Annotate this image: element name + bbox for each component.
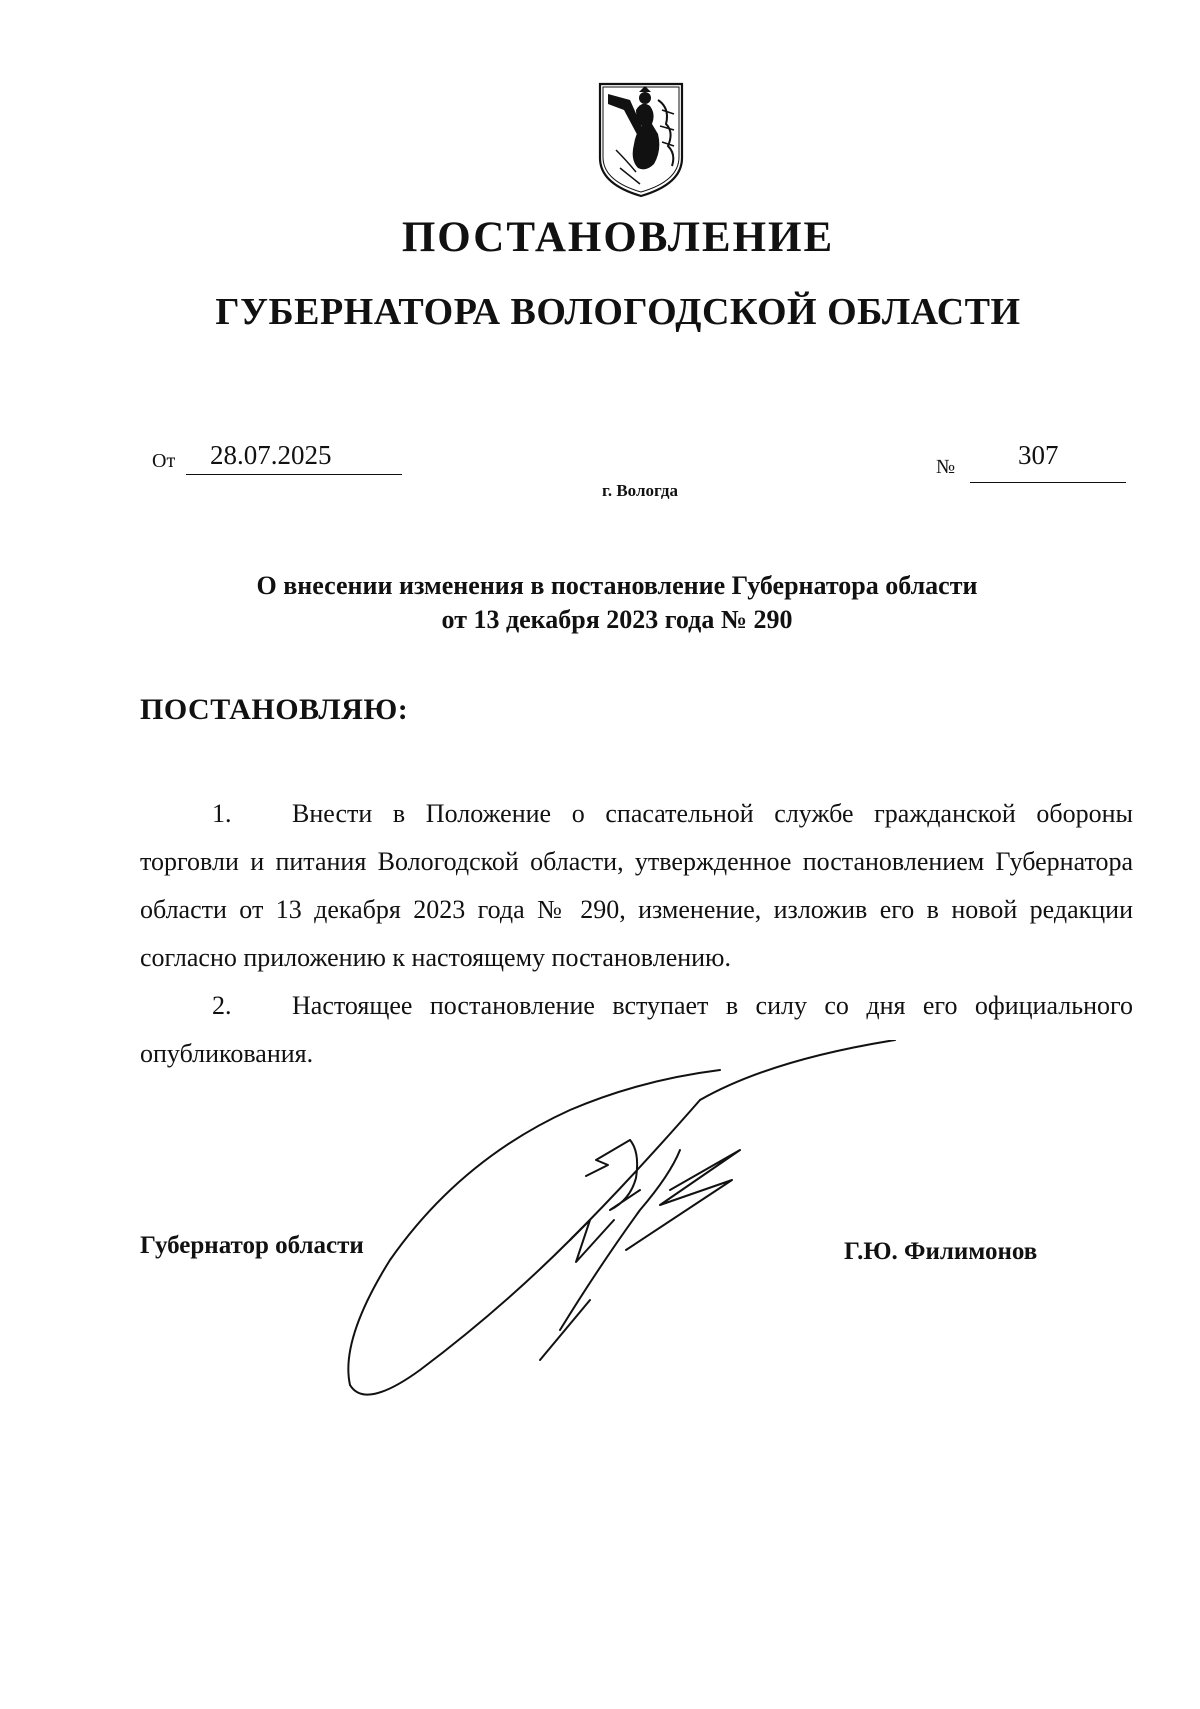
subject-line-1: О внесении изменения в постановление Губернатора области [256, 571, 978, 600]
document-title: ПОСТАНОВЛЕНИЕ [401, 214, 835, 261]
number-value: 307 [1018, 440, 1059, 470]
item-number: 2. [212, 991, 232, 1020]
subject-line-2: от 13 декабря 2023 года № 290 [441, 605, 793, 634]
decree-heading: ПОСТАНОВЛЯЮ: [140, 693, 409, 726]
city-name: г. Вологда [602, 481, 678, 500]
item-text: Настоящее постановление вступает в силу со дня его официального опубликования. [140, 991, 1133, 1068]
signer-name: Г.Ю. Филимонов [844, 1238, 1038, 1265]
signer-position: Губернатор области [140, 1232, 364, 1259]
date-underline [186, 474, 402, 475]
date-label: От [152, 450, 176, 472]
vologda-coat-of-arms-icon [596, 80, 686, 200]
date-value: 28.07.2025 [210, 440, 332, 470]
item-number: 1. [212, 799, 232, 828]
document-issuer: ГУБЕРНАТОРА ВОЛОГОДСКОЙ ОБЛАСТИ [215, 291, 1021, 333]
list-item [140, 790, 1133, 982]
number-label: № [936, 456, 956, 478]
number-underline [970, 482, 1126, 483]
item-text: Внести в Положение о спасательной службе гражданской обороны торговли и питания Вологодской области, утвержденное постановлением Губернатора области от 13 декабря 2023 года № 290, изменение, изложив его в новой редакции согласно приложению к настоящему постановлению. [140, 799, 1133, 972]
handwritten-signature [340, 1040, 920, 1420]
